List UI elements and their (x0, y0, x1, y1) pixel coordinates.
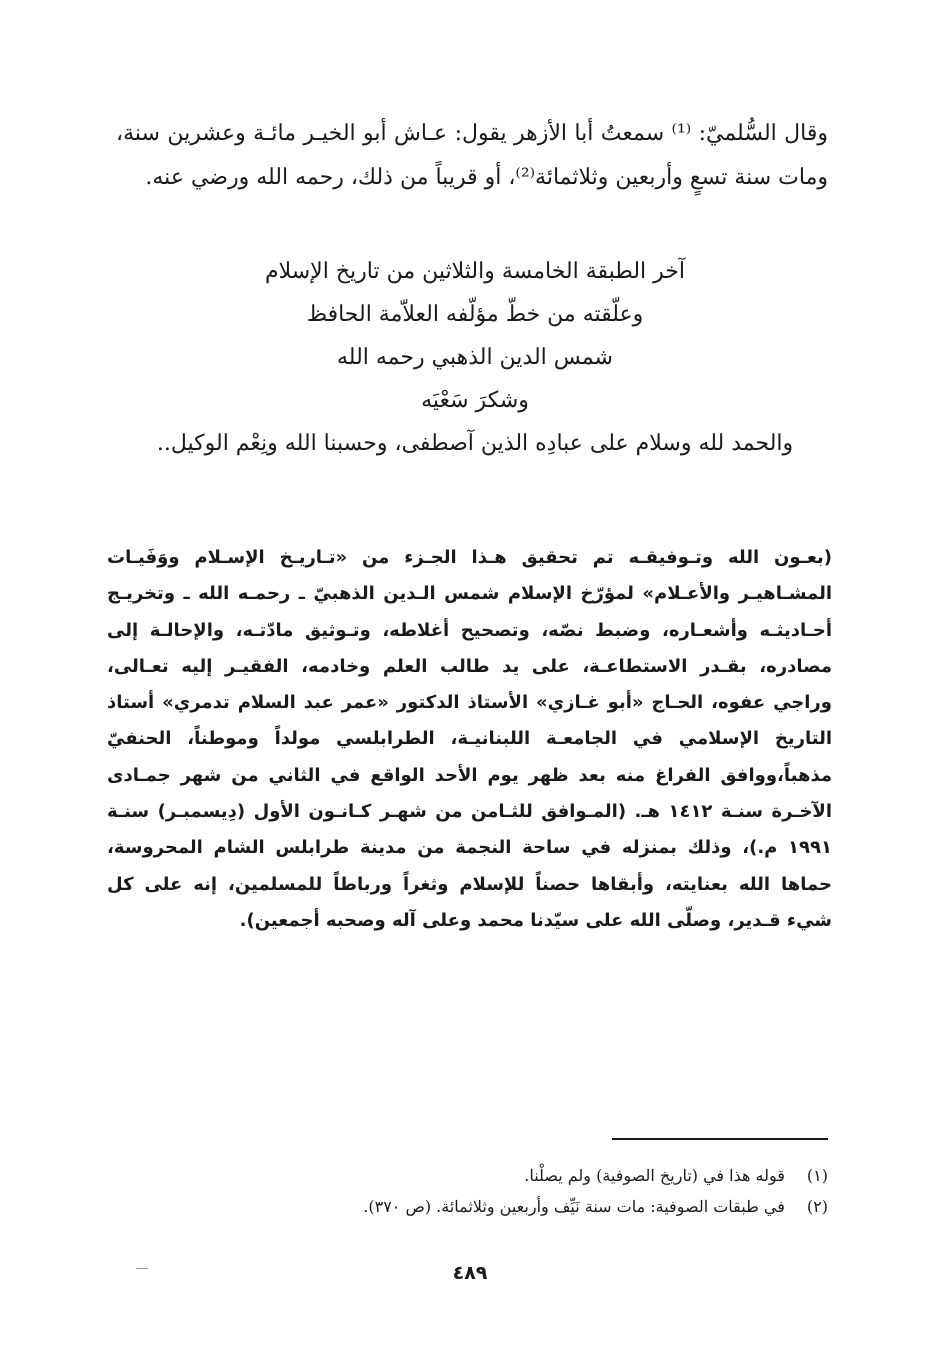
footnote-2-text: في طبقات الصوفية: مات سنة نَيِّف وأربعين وثلاثمائة. (ص ٣٧٠). (363, 1197, 785, 1216)
body-paragraph: وقال السُّلميّ: ⁽¹⁾ سمعتُ أبا الأزهر يقول: عـاش أبو الخيـر مائـة وعشرين سنة، ومات سنة تسعٍ وأربعين وثلاثمائة⁽²⁾، أو قريباً من ذلك، رحمه الله ورضي عنه. (116, 121, 828, 190)
footnote-2 (228, 1191, 828, 1222)
footnote-1-text: قوله هذا في (تاريخ الصوفية) ولم يصلْنا. (524, 1166, 785, 1185)
colophon-line-4: وشكرَ سَعْيَه (421, 388, 529, 413)
colophon (110, 250, 840, 465)
page-number: ٤٨٩ (452, 1262, 488, 1284)
scan-mark (136, 1268, 148, 1269)
colophon-line-5: والحمد لله وسلام على عبادِه الذين آصطفى، وحسبنا الله ونِعْم الوكيل.. (156, 431, 794, 456)
footnotes (228, 1160, 828, 1222)
footnote-separator (612, 1138, 828, 1140)
footnote-1 (228, 1160, 828, 1191)
colophon-line-1: آخر الطبقة الخامسة والثلاثين من تاريخ الإسلام (264, 259, 686, 284)
colophon-line-3: شمس الدين الذهبي رحمه الله (337, 345, 613, 370)
footnote-2-number: (٢) (806, 1197, 828, 1216)
editor-note: (بعـون الله وتـوفيقـه تم تحقيق هـذا الجـزء من «تـاريـخ الإسـلام ووَفَيـات المشـاهيـر والأعـلام» لمؤرّخ الإسلام شمس الـدين الذهبيّ ـ رحمـه الله ـ وتخريـج أحـاديثـه وأشعـاره، وضبط نصّه، وتصحيح أغلاطه، وتـوثيق مادّتـه، والإحالـة إلى مصادره، بقـدر الاستطاعـة، على يد طالب العلم وخادمه، الفقيـر إليه تعـالى، وراجي عفوه، الحـاج «أبو غـازي» الأستاذ الدكتور «عمر عبد السلام تدمري» أستاذ التاريخ الإسلامي في الجامعـة اللبنانيـة، الطرابلسي مولداً وموطناً، الحنفيّ مذهباً،ووافق الفراغ منه بعد ظهر يوم الأحد الواقع في الثاني من شهر جمـادى الآخـرة سنـة ١٤١٢ هـ. (المـوافق للثـامن من شهـر كـانـون الأول (دِيسمبـر) سنـة ١٩٩١ م.)، وذلك بمنزله في ساحة النجمة من مدينة طرابلس الشام المحروسة، حماها الله بعنايته، وأبقاها حصناً للإسلام وثغراً ورباطاً للمسلمين، إنه على كل شيء قـدير، وصلّى الله على سيّدنا محمد وعلى آله وصحبه أجمعين). (107, 547, 832, 931)
colophon-line-2: وعلّقته من خطّ مؤلّفه العلاّمة الحافظ (306, 302, 644, 327)
footnote-1-number: (١) (806, 1166, 828, 1185)
